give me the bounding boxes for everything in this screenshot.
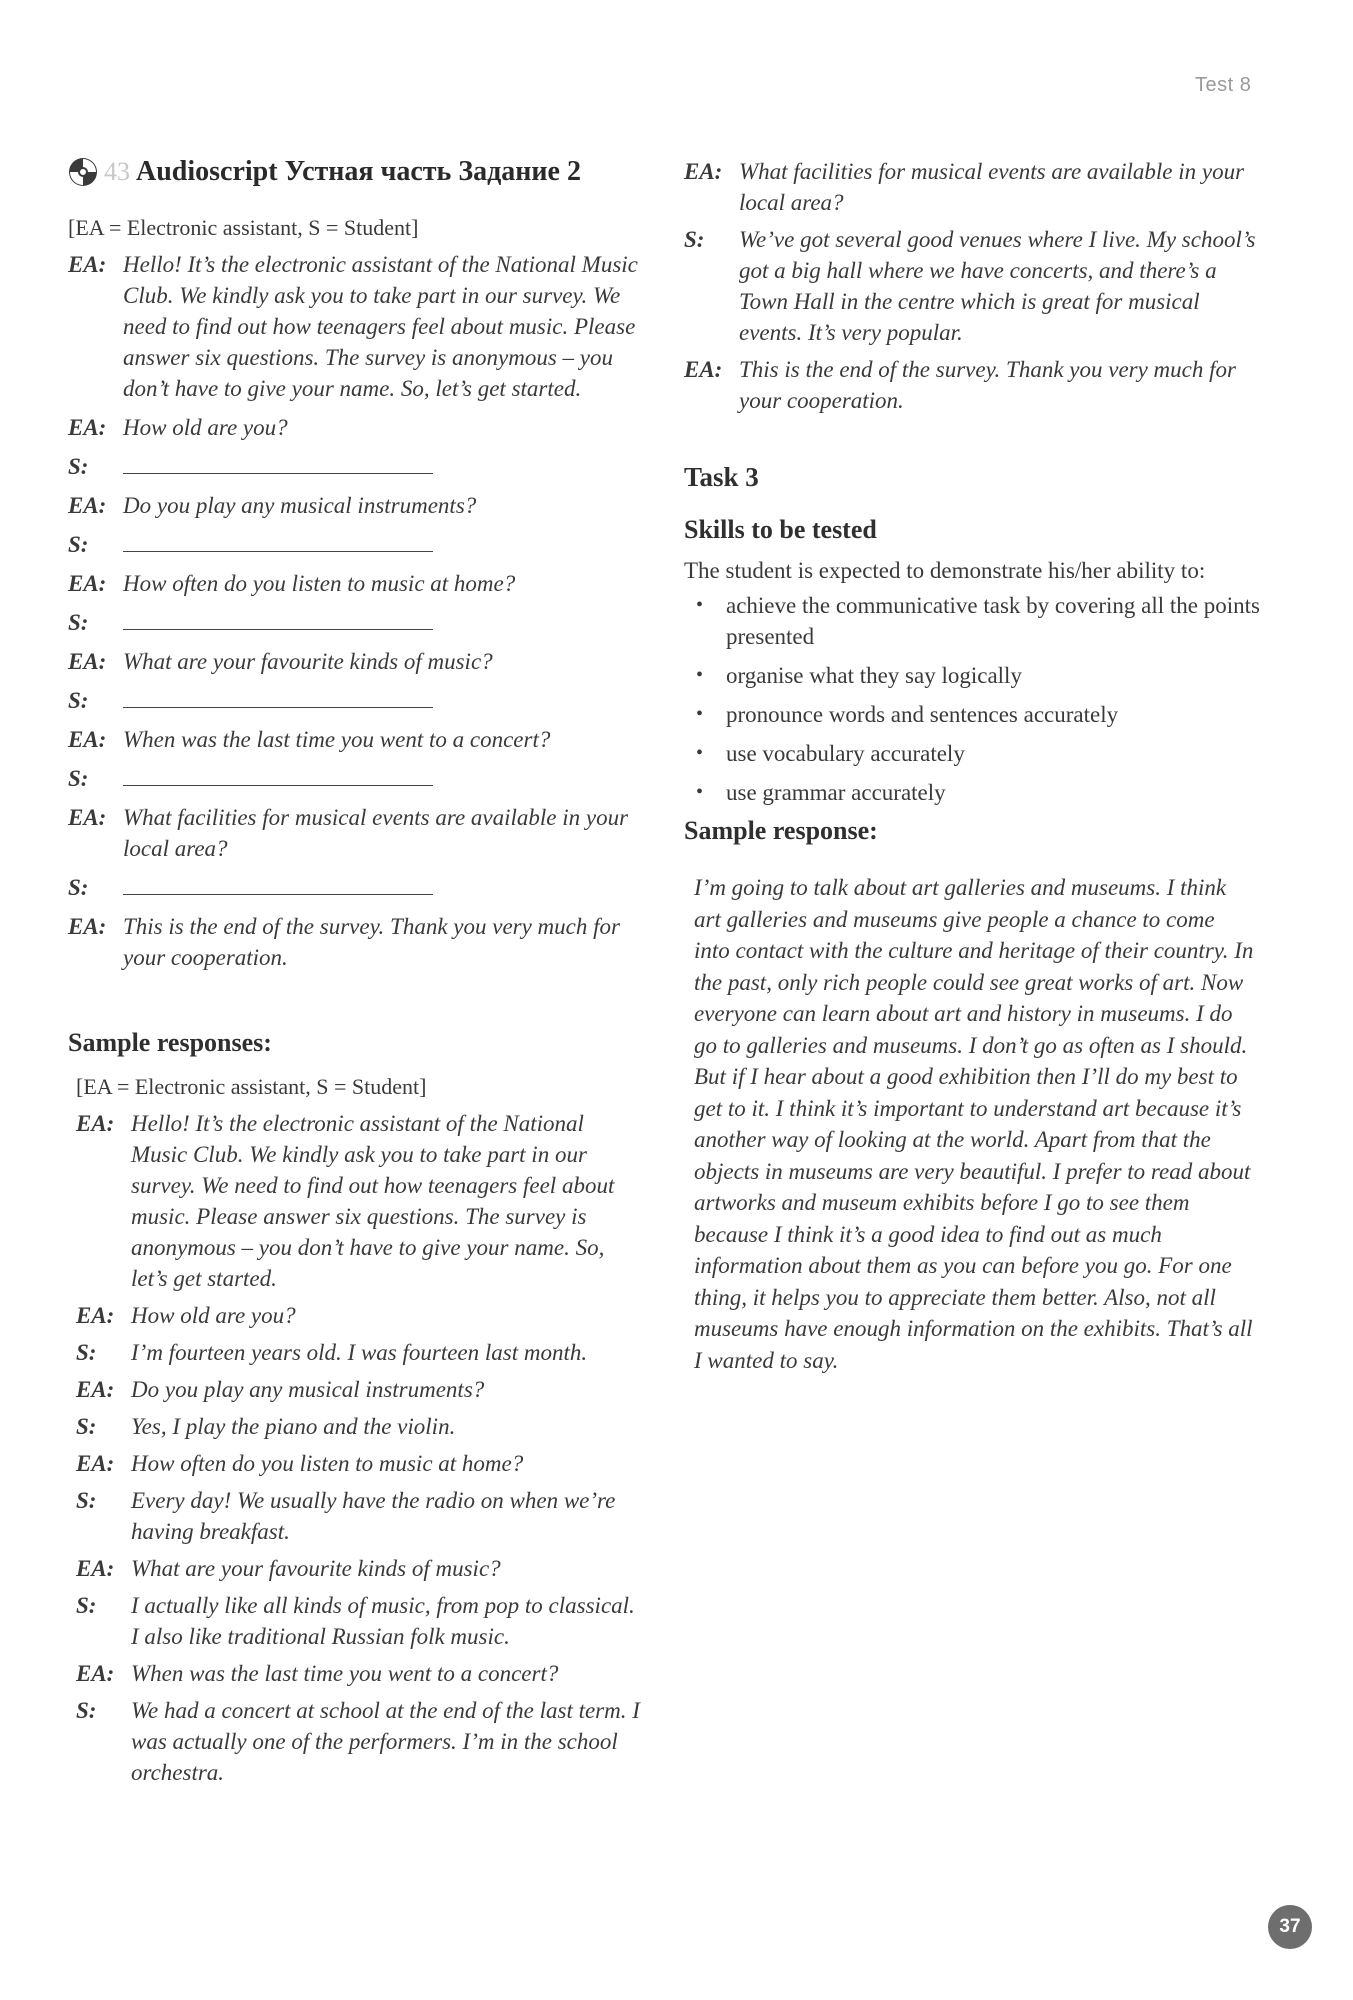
sample-responses-key: [EA = Electronic assistant, S = Student] <box>76 1074 427 1099</box>
answer-blank <box>123 451 433 474</box>
response-line: EA: When was the last time you went to a concert? <box>76 1661 559 1686</box>
answer-line: S: <box>68 451 643 482</box>
script-line: EA: When was the last time you went to a concert? <box>68 727 551 752</box>
skills-intro: The student is expected to demonstrate his/her ability to: <box>684 558 1206 583</box>
answer-line: S: <box>68 529 643 560</box>
response-line: EA: This is the end of the survey. Thank you very much for your cooperation. <box>684 357 1236 413</box>
skills-list <box>684 590 1264 808</box>
response-line: S: We had a concert at school at the end of the last term. I was actually one of the performers. I’m in the school orchestra. <box>76 1698 640 1785</box>
script-line: EA: How old are you? <box>68 415 288 440</box>
response-line: S: We’ve got several good venues where I live. My school’s got a big hall where we have concerts, and there’s a Town Hall in the centre which is great for musical events. It’s very popular. <box>684 227 1256 345</box>
sample-responses-block <box>68 1028 643 1794</box>
skill-item: • achieve the communicative task by covering all the points presented <box>696 590 1264 652</box>
script-line: EA: How often do you listen to music at home? <box>68 571 516 596</box>
response-line: EA: What are your favourite kinds of music? <box>76 1556 501 1581</box>
responses-continued-block <box>684 156 1264 422</box>
answer-line: S: <box>68 872 643 903</box>
response-line: EA: What facilities for musical events are available in your local area? <box>684 159 1245 215</box>
skill-item: • use grammar accurately <box>696 777 1264 808</box>
response-line: S: I’m fourteen years old. I was fourteen last month. <box>76 1340 588 1365</box>
sample-responses-heading: Sample responses: <box>68 1028 272 1057</box>
script-line: EA: Hello! It’s the electronic assistant of the National Music Club. We kindly ask you to take part in our survey. We need to find out how teenagers feel about music. Please answer six questions. The survey is anonymous – you don’t have to give your name. So, let’s get started. <box>68 252 638 401</box>
skill-item: • organise what they say logically <box>696 660 1264 691</box>
response-line: S: Every day! We usually have the radio on when we’re having breakfast. <box>76 1488 616 1544</box>
answer-blank <box>123 529 433 552</box>
response-line: S: Yes, I play the piano and the violin. <box>76 1414 456 1439</box>
skill-item: • pronounce words and sentences accurately <box>696 699 1264 730</box>
sample-response-heading: Sample response: <box>684 816 878 845</box>
response-line: EA: How old are you? <box>76 1303 296 1328</box>
answer-blank <box>123 872 433 895</box>
response-line: S: I actually like all kinds of music, from pop to classical. I also like traditional Russian folk music. <box>76 1593 635 1649</box>
audioscript-title: Audioscript Устная часть Задание 2 <box>136 156 581 187</box>
section-label: Test 8 <box>1195 74 1252 96</box>
script-line: EA: What facilities for musical events are available in your local area? <box>68 805 629 861</box>
answer-blank <box>123 685 433 708</box>
answer-blank <box>123 763 433 786</box>
answer-line: S: <box>68 685 643 716</box>
script-line: EA: What are your favourite kinds of music? <box>68 649 493 674</box>
response-line: EA: Hello! It’s the electronic assistant of the National Music Club. We kindly ask you to take part in our survey. We need to find out how teenagers feel about music. Please answer six questions. The survey is anonymous – you don’t have to give your name. So, let’s get started. <box>76 1111 615 1291</box>
response-line: EA: Do you play any musical instruments? <box>76 1377 485 1402</box>
audioscript-title-row <box>68 156 643 188</box>
cd-icon <box>68 157 98 187</box>
script-line: EA: Do you play any musical instruments? <box>68 493 477 518</box>
audioscript-key: [EA = Electronic assistant, S = Student] <box>68 215 419 240</box>
script-line: EA: This is the end of the survey. Thank you very much for your cooperation. <box>68 914 620 970</box>
task3-heading: Task 3 <box>684 462 759 492</box>
sample-response-text: I’m going to talk about art galleries and museums. I think art galleries and museums give people a chance to come into contact with the culture and heritage of their country. In the past, only rich people could see great works of art. Now everyone can learn about art and history in museums. I do go to galleries and museums. I don’t go as often as I should. But if I hear about a good exhibition then I’ll do my best to get to it. I think it’s important to understand art because it’s another way of looking at the world. Apart from that the objects in museums are very beautiful. I prefer to read about artworks and museum exhibits before I go to see them because I think it’s a good idea to find out as much information about them as you can before you go. For one thing, it helps you to appreciate them better. Also, not all museums have enough information on the exhibits. That’s all I wanted to say. <box>694 875 1254 1373</box>
skills-heading: Skills to be tested <box>684 515 877 544</box>
audioscript-block <box>68 213 643 981</box>
skill-item: • use vocabulary accurately <box>696 738 1264 769</box>
answer-line: S: <box>68 607 643 638</box>
response-line: EA: How often do you listen to music at home? <box>76 1451 524 1476</box>
page-number: 37 <box>1268 1905 1312 1949</box>
answer-blank <box>123 607 433 630</box>
answer-line: S: <box>68 763 643 794</box>
task3-block <box>684 462 1264 1376</box>
track-number: 43 <box>104 157 130 186</box>
